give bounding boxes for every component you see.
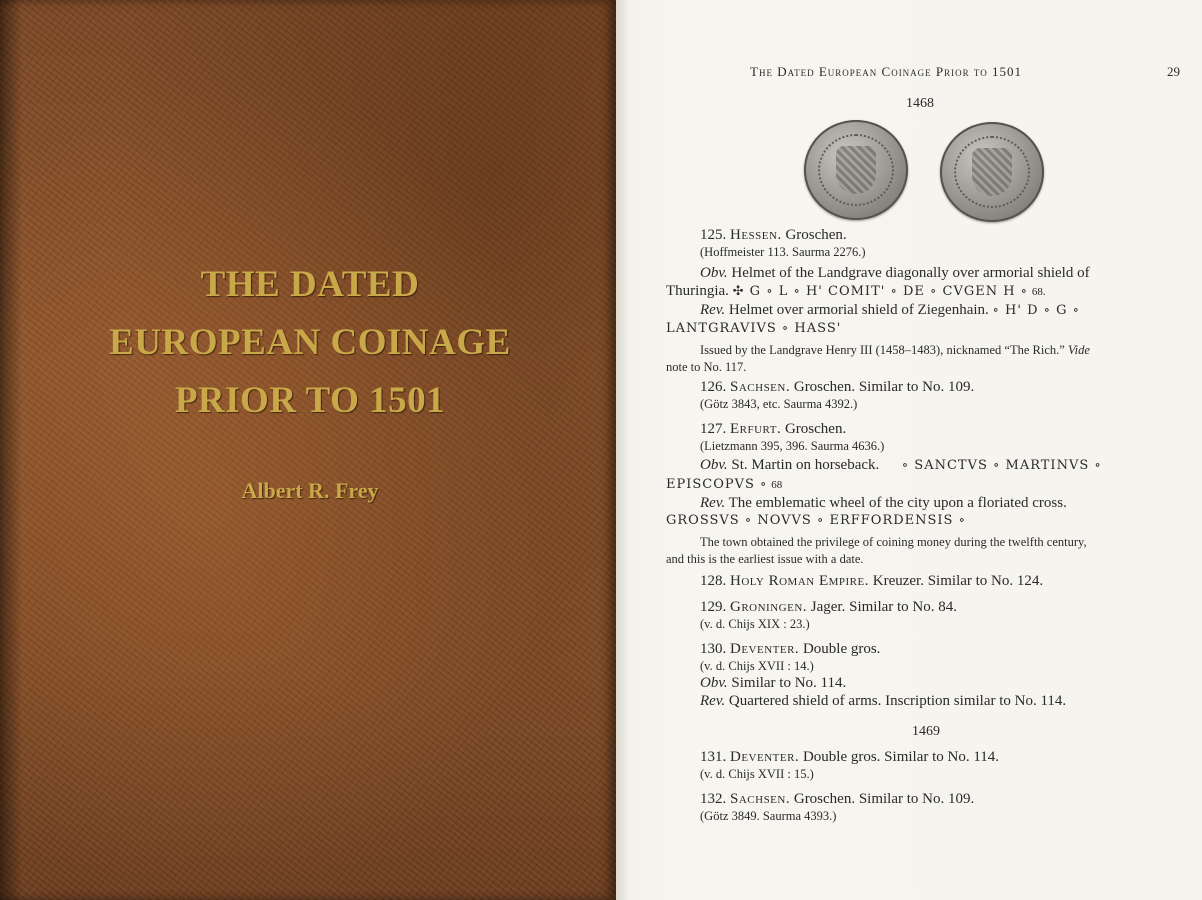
reverse-legend-cont: LANTGRAVIVS ∘ HASS' [666, 321, 842, 336]
entry-text: Kreuzer. Similar to No. 124. [872, 573, 1044, 589]
obverse-text-cont: Thuringia. [666, 283, 729, 299]
entry-129 [700, 598, 1186, 632]
entry-reference: (v. d. Chijs XVII : 14.) [700, 659, 814, 673]
entry-number: 132. [700, 791, 727, 807]
entry-number: 128. [700, 573, 727, 589]
reverse-text: Quartered shield of arms. Inscription similar to No. 114. [728, 693, 1067, 709]
historical-note-cont: and this is the earliest issue with a date. [666, 552, 864, 566]
entry-number: 131. [700, 749, 727, 765]
entry-place: Holy Roman Empire. [730, 573, 869, 589]
obverse-label: Obv. [700, 457, 728, 473]
obverse-text: Similar to No. 114. [731, 675, 847, 691]
entry-reference: (Götz 3849. Saurma 4393.) [700, 809, 837, 823]
entry-reference: (Hoffmeister 113. Saurma 2276.) [700, 245, 866, 259]
cover-author: Albert R. Frey [241, 478, 379, 503]
entry-text: Groschen. Similar to No. 109. [793, 379, 975, 395]
entry-text: Double gros. [802, 641, 881, 657]
coin-obverse-image [804, 120, 908, 220]
obverse-text: Helmet of the Landgrave diagonally over armorial shield of [731, 265, 1090, 281]
entry-place: Deventer. [730, 641, 800, 657]
entry-reference: (Lietzmann 395, 396. Saurma 4636.) [700, 439, 885, 453]
entry-125-obverse [666, 264, 1182, 376]
obverse-legend: ∘ SANCTVS ∘ MARTINVS ∘ [901, 458, 1102, 473]
coin-reverse-image [940, 122, 1044, 222]
entry-130 [700, 640, 1186, 710]
entry-place: Sachsen. [730, 379, 791, 395]
entry-132 [700, 790, 1186, 824]
entry-text: Groschen. Similar to No. 109. [793, 791, 975, 807]
entry-126 [700, 378, 1186, 412]
entry-number: 125. [700, 227, 727, 243]
cover-title-line-2: EUROPEAN COINAGE [109, 322, 511, 363]
entry-coin: Groschen. [784, 421, 847, 437]
historical-note: Issued by the Landgrave Henry III (1458–1483), nicknamed “The Rich.” [700, 343, 1065, 357]
entry-number: 129. [700, 599, 727, 615]
entry-place: Erfurt. [730, 421, 782, 437]
entry-text: Jager. Similar to No. 84. [810, 599, 958, 615]
entry-128 [700, 572, 1186, 590]
reverse-label: Rev. [700, 693, 726, 709]
page-number: 29 [1167, 64, 1180, 79]
obverse-date: 68 [771, 479, 783, 491]
entry-number: 127. [700, 421, 727, 437]
entry-place: Hessen. [730, 227, 782, 243]
year-heading-1469: 1469 [912, 724, 940, 739]
entry-number: 126. [700, 379, 727, 395]
historical-note: The town obtained the privilege of coining money during the twelfth century, [700, 535, 1087, 549]
book-page [616, 0, 1202, 900]
cover-title-line-3: PRIOR TO 1501 [174, 380, 446, 421]
entry-text: Double gros. Similar to No. 114. [802, 749, 1000, 765]
obverse-text: St. Martin on horseback. [731, 457, 880, 473]
entry-place: Groningen. [730, 599, 808, 615]
obverse-date: 68. [1031, 286, 1046, 298]
entry-127 [700, 420, 1186, 454]
reverse-label: Rev. [700, 302, 726, 318]
cover-title [60, 256, 560, 430]
obverse-label: Obv. [700, 675, 728, 691]
reverse-label: Rev. [700, 495, 726, 511]
entry-number: 130. [700, 641, 727, 657]
entry-coin: Groschen. [785, 227, 847, 243]
running-head: The Dated European Coinage Prior to 1501 [750, 64, 1022, 79]
entry-125 [700, 226, 1186, 260]
reverse-text: The emblematic wheel of the city upon a floriated cross. [728, 495, 1067, 511]
entry-127-details [666, 456, 1182, 568]
historical-note-vide: Vide [1067, 343, 1090, 357]
cover-title-line-1: THE DATED [200, 264, 420, 305]
reverse-legend: ∘ H' D ∘ G ∘ [992, 303, 1081, 318]
historical-note-cont: note to No. 117. [666, 360, 747, 374]
entry-place: Sachsen. [730, 791, 791, 807]
entry-reference: (v. d. Chijs XVII : 15.) [700, 767, 814, 781]
entry-reference: (v. d. Chijs XIX : 23.) [700, 617, 810, 631]
entry-reference: (Götz 3843, etc. Saurma 4392.) [700, 397, 858, 411]
entry-131 [700, 748, 1186, 782]
reverse-legend: GROSSVS ∘ NOVVS ∘ ERFFORDENSIS ∘ [666, 513, 966, 528]
entry-place: Deventer. [730, 749, 800, 765]
obverse-legend: ✣ G ∘ L ∘ H' COMIT' ∘ DE ∘ CVGEN H ∘ [732, 284, 1029, 299]
year-heading-1468: 1468 [906, 96, 934, 111]
obverse-legend-cont: EPISCOPVS ∘ [666, 477, 768, 492]
reverse-text: Helmet over armorial shield of Ziegenhain. [728, 302, 989, 318]
obverse-label: Obv. [700, 265, 728, 281]
